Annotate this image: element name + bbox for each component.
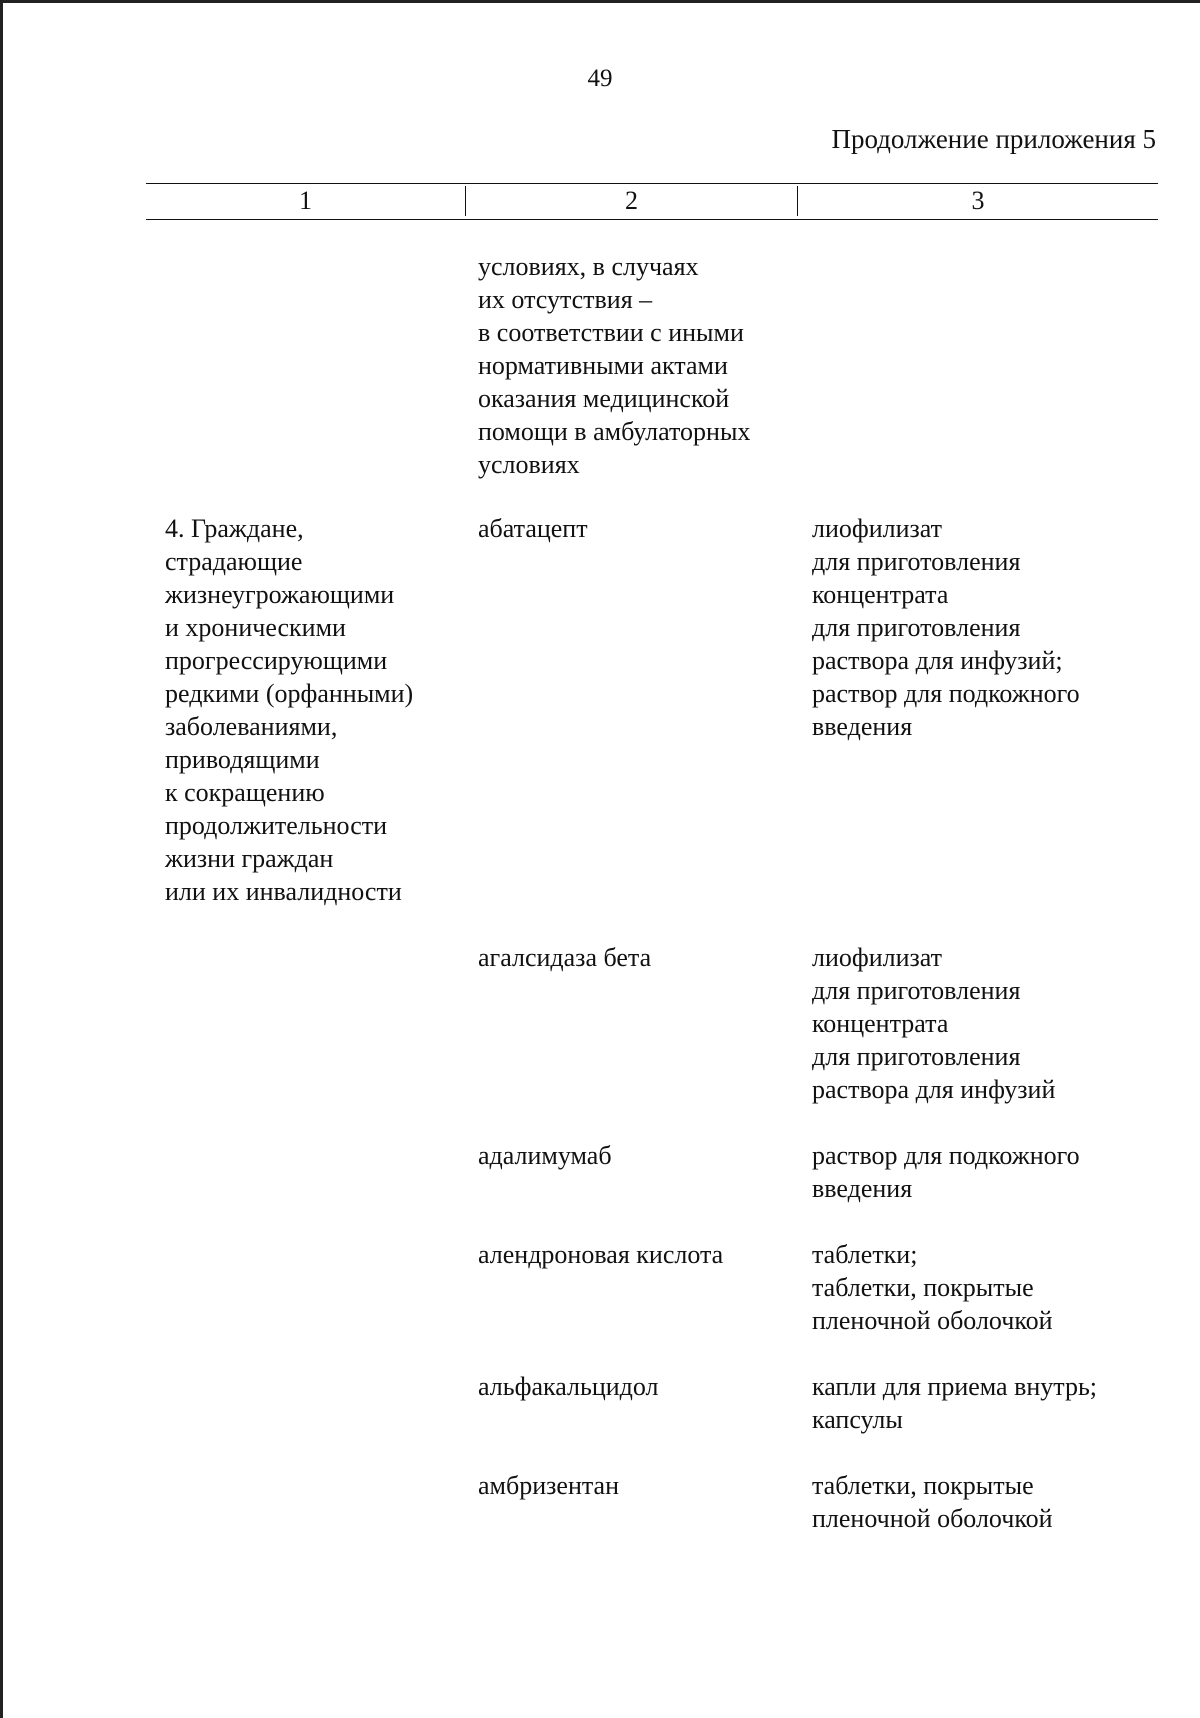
column-header-2: 2 [625, 186, 638, 215]
patient-category: 4. Граждане, страдающие жизнеугрожающими и хроническими прогрессирующими редкими (орфанными) заболеваниями, приводящими к сокращению продолжительности жизни граждан или их инвалидности [165, 514, 414, 906]
dosage-form: капли для приема внутрь; капсулы [812, 1372, 1098, 1434]
page-number: 49 [587, 65, 613, 92]
table-rule-top [146, 183, 1158, 184]
drug-name: алендроновая кислота [478, 1240, 724, 1269]
scan-edge-left [0, 0, 3, 1718]
drug-name: альфакальцидол [478, 1372, 659, 1401]
table-rule-bottom [146, 219, 1158, 220]
continuation-label: Продолжение приложения 5 [831, 124, 1156, 154]
drug-name: агалсидаза бета [478, 943, 652, 972]
drug-name: адалимумаб [478, 1141, 612, 1170]
column-header-3: 3 [971, 186, 985, 215]
dosage-form: лиофилизат для приготовления концентрата для приготовления раствора для инфузий [812, 943, 1056, 1104]
carryover-text: условиях, в случаях их отсутствия – в соответствии с иными нормативными актами оказания медицинской помощи в амбулаторных условиях [478, 252, 751, 479]
drug-name: абатацепт [478, 514, 588, 543]
column-header-1: 1 [299, 186, 312, 215]
dosage-form: таблетки, покрытые пленочной оболочкой [812, 1471, 1053, 1533]
scan-edge-top [0, 0, 1200, 3]
drug-name: амбризентан [478, 1471, 619, 1500]
dosage-form: раствор для подкожного введения [812, 1141, 1080, 1203]
dosage-form: лиофилизат для приготовления концентрата для приготовления раствора для инфузий; раствор для подкожного введения [812, 514, 1080, 741]
dosage-form: таблетки; таблетки, покрытые пленочной оболочкой [812, 1240, 1053, 1335]
